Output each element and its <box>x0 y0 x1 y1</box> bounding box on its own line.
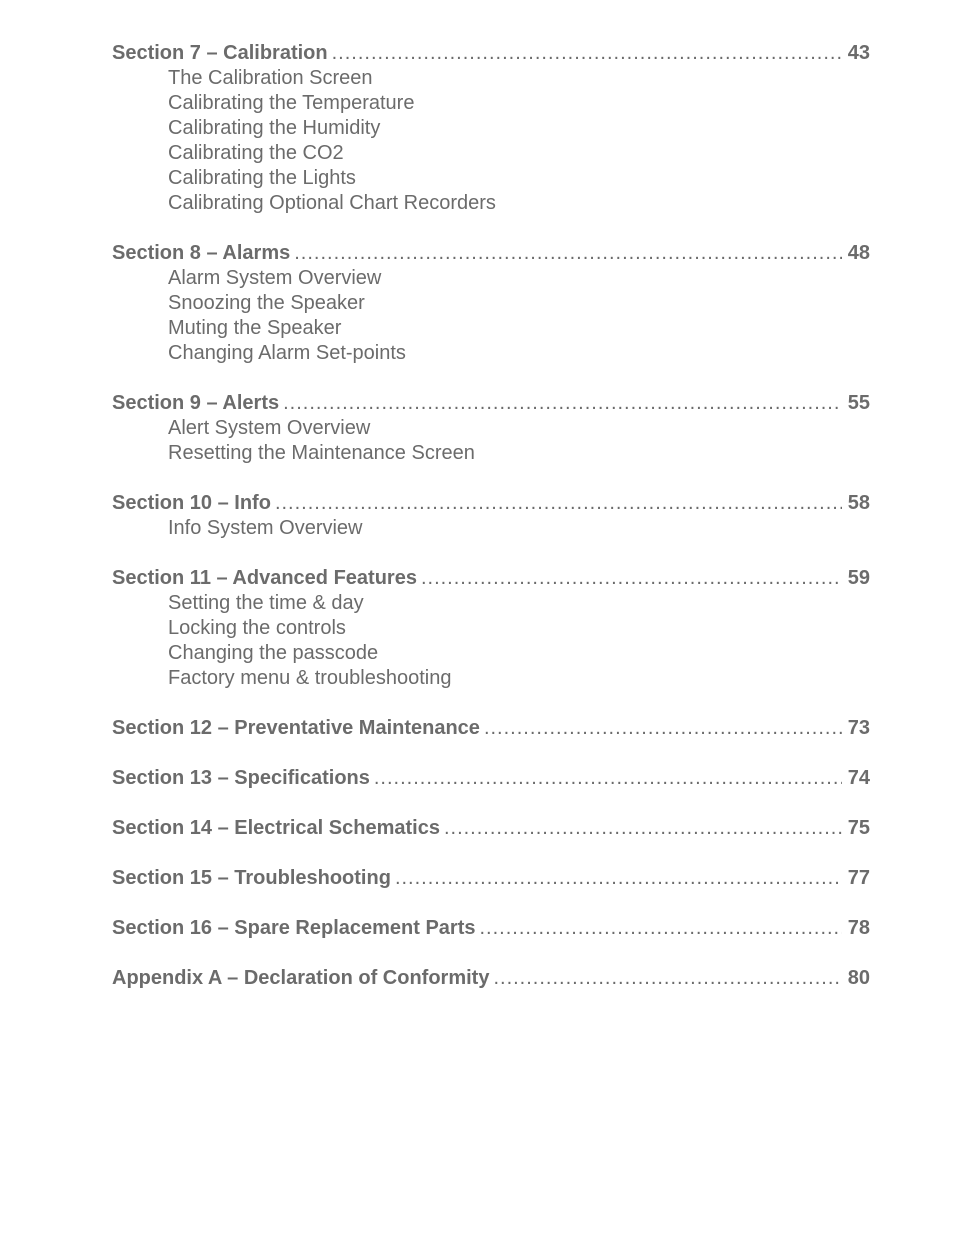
table-of-contents <box>112 41 870 1016</box>
toc-subitem[interactable]: Alert System Overview <box>168 417 371 439</box>
toc-subitem[interactable]: Changing the passcode <box>168 642 379 664</box>
toc-subitem[interactable]: Calibrating the Lights <box>168 167 356 189</box>
toc-entry-title: Section 11 – Advanced Features <box>112 567 417 589</box>
toc-subitem-list <box>112 266 870 366</box>
toc-page-number: 75 <box>847 817 870 839</box>
toc-subitem[interactable]: Locking the controls <box>168 617 346 639</box>
toc-entry-title: Section 9 – Alerts <box>112 392 280 414</box>
toc-entry-heading[interactable] <box>112 391 870 416</box>
toc-subitem-list <box>112 591 870 691</box>
toc-entry-heading[interactable] <box>112 241 870 266</box>
toc-entry <box>112 241 870 366</box>
toc-entry <box>112 41 870 216</box>
toc-page-number: 73 <box>847 717 870 739</box>
toc-entry-heading[interactable] <box>112 966 870 991</box>
toc-subitem[interactable]: Changing Alarm Set-points <box>168 342 406 364</box>
toc-entry-heading[interactable] <box>112 916 870 941</box>
toc-entry-heading[interactable] <box>112 491 870 516</box>
toc-entry-title: Section 16 – Spare Replacement Parts <box>112 917 476 939</box>
toc-entry <box>112 916 870 941</box>
toc-subitem-list <box>112 516 870 541</box>
toc-entry-title: Section 15 – Troubleshooting <box>112 867 391 889</box>
toc-subitem-list <box>112 416 870 466</box>
toc-entry-title: Appendix A – Declaration of Conformity <box>112 967 490 989</box>
toc-subitem[interactable]: Alarm System Overview <box>168 267 382 289</box>
toc-entry-heading[interactable] <box>112 41 870 66</box>
toc-page-number: 55 <box>847 392 870 414</box>
toc-subitem[interactable]: Muting the Speaker <box>168 317 342 339</box>
toc-entry <box>112 966 870 991</box>
dot-leader <box>332 41 842 66</box>
dot-leader <box>480 916 842 941</box>
toc-subitem[interactable]: Setting the time & day <box>168 592 364 614</box>
toc-page-number: 59 <box>847 567 870 589</box>
toc-subitem[interactable]: Calibrating Optional Chart Recorders <box>168 192 496 214</box>
toc-entry-heading[interactable] <box>112 766 870 791</box>
toc-entry-heading[interactable] <box>112 816 870 841</box>
toc-subitem[interactable]: Snoozing the Speaker <box>168 292 365 314</box>
dot-leader <box>275 491 842 516</box>
dot-leader <box>374 766 842 791</box>
dot-leader <box>484 716 842 741</box>
dot-leader <box>283 391 842 416</box>
toc-subitem[interactable]: The Calibration Screen <box>168 67 373 89</box>
toc-entry-title: Section 14 – Electrical Schematics <box>112 817 440 839</box>
toc-entry-title: Section 13 – Specifications <box>112 767 370 789</box>
toc-subitem[interactable]: Calibrating the CO2 <box>168 142 344 164</box>
toc-subitem-list <box>112 66 870 216</box>
toc-subitem[interactable]: Calibrating the Humidity <box>168 117 381 139</box>
dot-leader <box>395 866 842 891</box>
toc-subitem[interactable]: Calibrating the Temperature <box>168 92 415 114</box>
toc-entry-title: Section 8 – Alarms <box>112 242 291 264</box>
toc-entry <box>112 866 870 891</box>
toc-page-number: 48 <box>847 242 870 264</box>
toc-subitem[interactable]: Info System Overview <box>168 517 363 539</box>
toc-entry-title: Section 10 – Info <box>112 492 271 514</box>
toc-subitem[interactable]: Resetting the Maintenance Screen <box>168 442 475 464</box>
toc-entry <box>112 716 870 741</box>
toc-entry <box>112 566 870 691</box>
toc-entry <box>112 491 870 541</box>
toc-entry <box>112 766 870 791</box>
toc-entry-title: Section 12 – Preventative Maintenance <box>112 717 480 739</box>
toc-entry <box>112 816 870 841</box>
toc-entry-heading[interactable] <box>112 566 870 591</box>
dot-leader <box>493 966 841 991</box>
dot-leader <box>294 241 842 266</box>
toc-page-number: 78 <box>847 917 870 939</box>
dot-leader <box>421 566 842 591</box>
toc-page-number: 74 <box>847 767 870 789</box>
toc-entry <box>112 391 870 466</box>
toc-entry-title: Section 7 – Calibration <box>112 42 328 64</box>
toc-entry-heading[interactable] <box>112 866 870 891</box>
toc-page-number: 43 <box>847 42 870 64</box>
dot-leader <box>444 816 842 841</box>
toc-entry-heading[interactable] <box>112 716 870 741</box>
toc-page-number: 80 <box>847 967 870 989</box>
toc-page-number: 77 <box>847 867 870 889</box>
toc-subitem[interactable]: Factory menu & troubleshooting <box>168 667 452 689</box>
toc-page-number: 58 <box>847 492 870 514</box>
